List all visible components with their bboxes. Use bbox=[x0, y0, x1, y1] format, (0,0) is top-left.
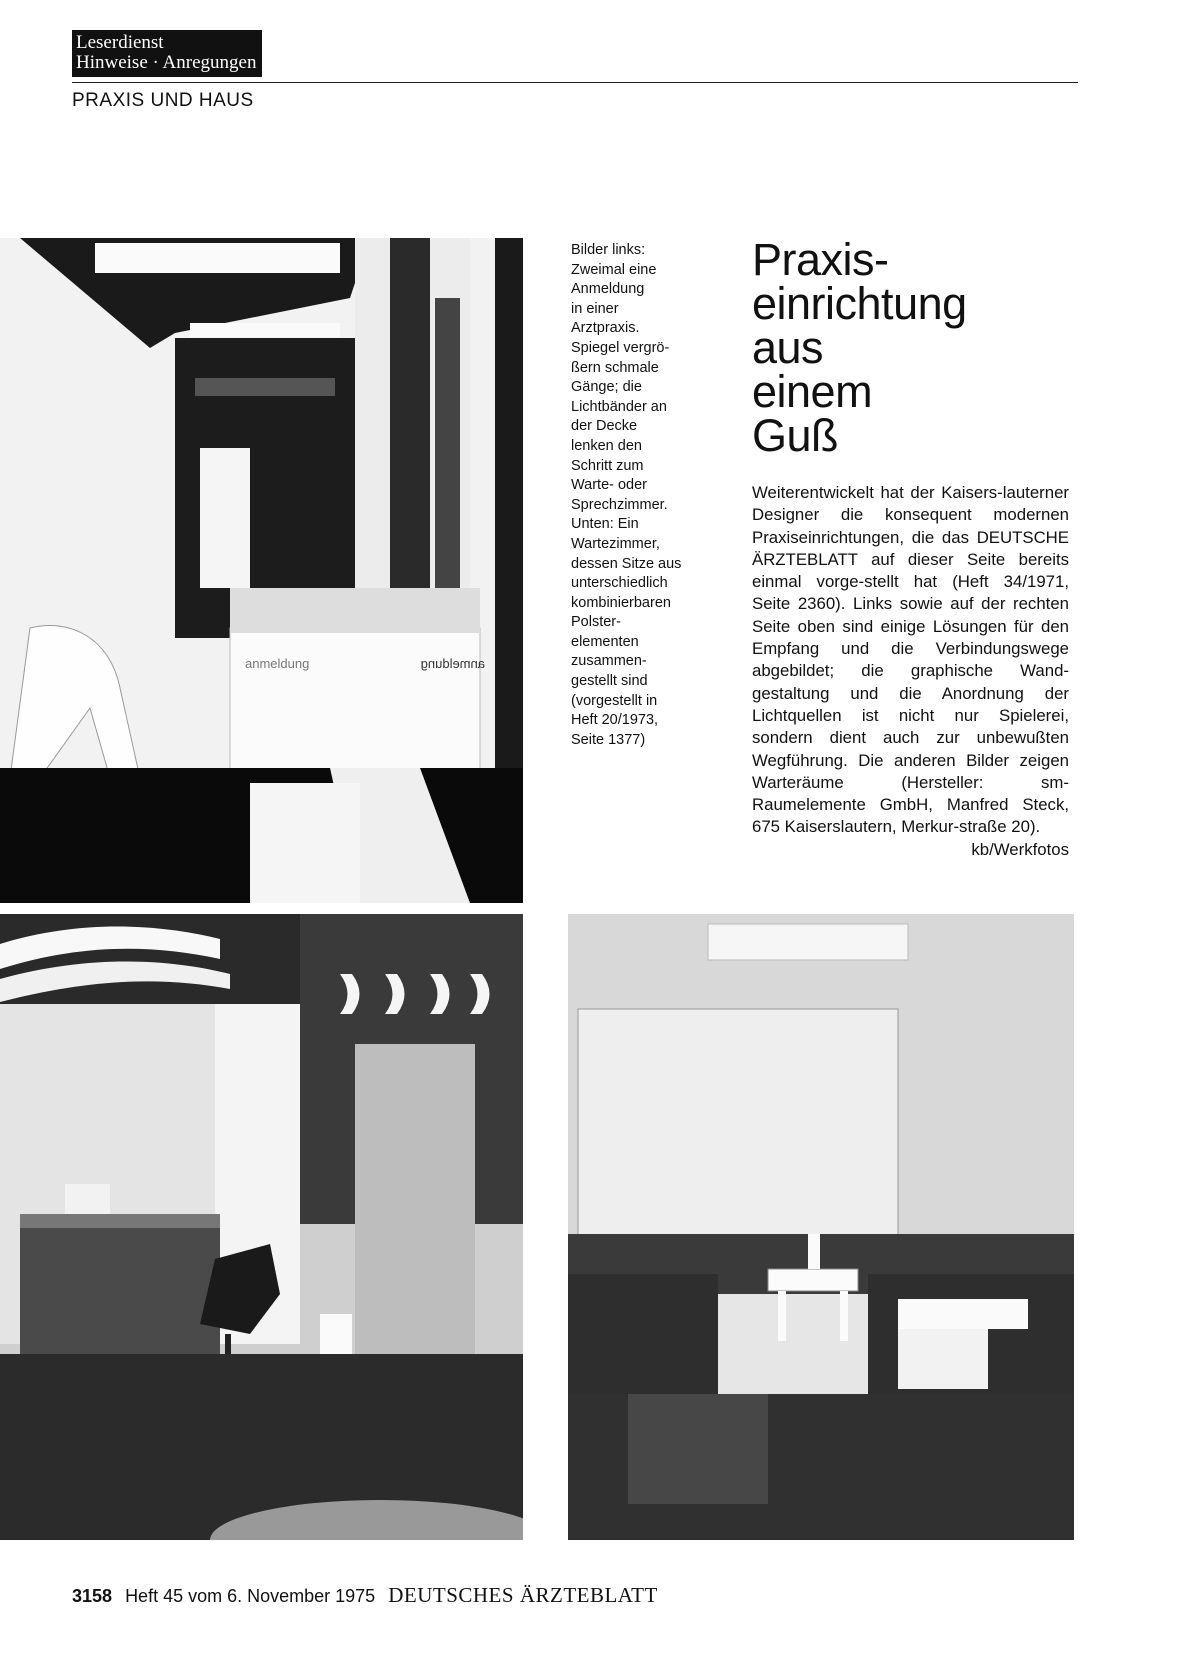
sign-anmeldung-left: anmeldung bbox=[245, 656, 310, 671]
photo-reception-desk bbox=[0, 238, 523, 903]
sign-anmeldung-right: anmeldung bbox=[420, 656, 485, 671]
photo-waiting-room bbox=[568, 914, 1074, 1540]
photo-consulting-room bbox=[0, 914, 523, 1540]
journal-name: DEUTSCHES ÄRZTEBLATT bbox=[388, 1583, 658, 1607]
article-headline: Praxis- einrichtung aus einem Guß bbox=[752, 234, 967, 461]
article-body-text: Weiterentwickelt hat der Kaisers-lauterner Designer die konsequent modernen Praxiseinrichtungen, die das DEUTSCHE ÄRZTEBLATT auf dieser Seite bereits einmal vorge-stellt hat (Heft 34/1971, Seite 2360). Links sowie auf der rechten Seite oben sind einige Lösungen für den Empfang und die Verbindungswege abgebildet; die graphische Wand-gestaltung und die Anordnung der Lichtquellen ist nicht nur Spielerei, sondern dient auch zur unbewußten Wegführung. Die anderen Bilder zeigen Warteräume (Hersteller: sm-Raumelemente GmbH, Manfred Steck, 675 Kaiserslautern, Merkur-straße 20). bbox=[752, 483, 1069, 837]
masthead-line-2: Hinweise · Anregungen bbox=[76, 52, 257, 73]
article-byline: kb/Werkfotos bbox=[971, 839, 1069, 859]
header-rule bbox=[72, 82, 1078, 83]
masthead-line-1: Leserdienst bbox=[76, 32, 164, 53]
page-number: 3158 bbox=[72, 1586, 113, 1606]
photo-caption: Bilder links: Zweimal eine Anmeldung in einer Arztpraxis. Spiegel vergrö- ßern schmale Gänge; die Lichtbänder an der Decke lenken den Schritt zum Warte- oder Sprechzimmer. Unten: Ein Wartezimmer, dessen Sitze aus unterschiedlich kombinierbaren Polster- elementen zusammen- gestellt sind (vorgestellt in Heft 20/1973, Seite 1377) bbox=[571, 242, 682, 748]
section-label: PRAXIS UND HAUS bbox=[72, 90, 254, 111]
masthead bbox=[72, 30, 262, 77]
page-footer bbox=[72, 1583, 658, 1608]
article-body bbox=[752, 482, 1069, 861]
issue-info: Heft 45 vom 6. November 1975 bbox=[125, 1586, 376, 1606]
